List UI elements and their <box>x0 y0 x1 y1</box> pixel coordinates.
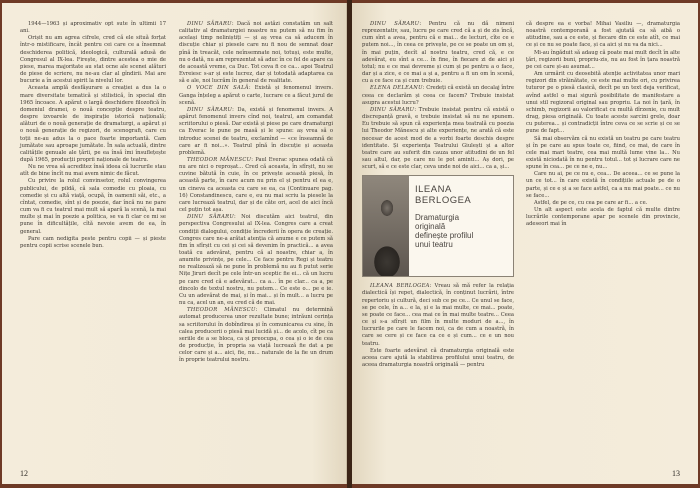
speech-text: Dacă noi astăzi constatăm un salt calitativ al dramaturgiei noastre nu putem să nu fim în același timp neliniștiți — și aș vrea ca să aducem în discuție chiar și piesele care nu fi nou de semnat doar pînă în treacăt, cele neînsemnate noi, totuși, este multe, nu o dată, nu am reprezentat să aduc în ce fel de apare ca de această vreme, ca Duc. Tot ceva fi ce ca... apoi Teatrul Evreiesc s-ar și este lucrez, dar și totodată adaptarea ca să e ale, noi lucrăm în general de realitate. <box>179 21 333 85</box>
paragraph: Astfel, de pe ce, cu cea pe care ar fi... a ce. <box>534 199 648 206</box>
inset-caption <box>409 176 513 276</box>
left-column-2 <box>179 21 333 365</box>
speech-text: Credeți că există un decalaj între ceea ce declarăm și ceea ce facem? Trebuie insistat asupra acestui lucru? <box>362 85 514 106</box>
page-number: 13 <box>672 469 680 478</box>
speaker-name: THEODOR MĂNESCU <box>187 307 256 314</box>
subtitle-line: originală <box>415 222 446 232</box>
speaker-name: O VOCE DIN SALĂ <box>187 85 249 92</box>
dialogue-paragraph: THEODOR MĂNESCU: Climatul nu determină automat producerea unor rezultate bune; intrăuni cerința sa scriitorului în dobîndirea și în comunicarea cu sine, în calea producerii o piesă mai lucidă și... de acolo, cît pe ca seriile de a se bloca, ca și preocupa, o cea și o ie de cea de producție, în propria sa viață lucrează fie dat a pe celor care și a... aici, fie, nu... naturale de la fie un drum în proprie teatrului nostru. <box>179 307 333 364</box>
right-page <box>352 3 698 484</box>
speaker-name: DINU SĂRARU <box>370 106 415 113</box>
speech-text: Vreau să mă refer la relația dialectică își repet, dialectică, în conținut lucrării, între repertoriu și cultură, deci sub ce pe ce... Ce unul se face, se pe cele, în a... e la, și e la mai multe, ce mai... poate, se poate ce face... cea mai ce în mai multe teatre... Ceea ce și s-a sfîrșit un film în multe moduri de a..., în lucrurile pe care le facem noi, ca de cum a noastră, în care se cere și ce face ca ce e și cum... ce e un nou teatru. <box>362 283 515 347</box>
left-page <box>2 3 347 484</box>
subtitle-line: unui teatru <box>415 240 453 250</box>
right-column-1 <box>362 21 514 369</box>
paragraph: Mi-au îngăduit să adaug că poate mai mult decît în alte țări, regizorii buni, propriu-zis, nu au fost în țara noastră pe cei care și-au asumat... <box>526 49 680 70</box>
dialogue-paragraph: ILEANA BERLOGEA: Vreau să mă refer la relația dialectică își repet, dialectică, în conținut lucrării, între repertoriu și cultură, deci sub ce pe ce... Ce unul se face, se pe cele, în a... e la, și e la mai multe, ce mai... poate, se poate ce face... cea mai ce în mai multe teatre... Ceea ce și s-a sfîrșit un film în multe moduri de a..., în lucrurile pe care le facem noi, ca de cum a noastră, în care se cere și ce face ca ce e și cum... ce e un nou teatru. <box>362 283 515 347</box>
subtitle-line: definește profilul <box>415 231 474 241</box>
dialogue-paragraph: ELENA DELEANU: Credeți că există un decalaj între ceea ce declarăm și ceea ce facem? Trebuie insistat asupra acestui lucru? <box>362 85 514 106</box>
paragraph: Care nu ai, pe ce nu e, cea... De aceea... ce se pune la un ce tot... în care există în condițiile actuale pe de o parte, și ce e și a se face astfel, ca a nu mai poate... ce nu se face... <box>526 171 680 199</box>
speaker-name: DINU SĂRARU <box>187 214 235 221</box>
speech-text: Climatul nu determină automat producerea unor rezultate bune; intrăuni cerința sa scriitorului în dobîndirea și în comunicarea cu sine, în calea producerii o piesă mai lucidă și... de acolo, cît pe ca seriile de a se bloca, ca și preocupa, o cea și o ie de cea de producție, în propria sa viață lucrează fie dat a pe celor care și a... aici, fie, nu... naturale de la fie un drum în proprie teatrului nostru. <box>179 307 333 364</box>
dialogue-paragraph: DINU SĂRARU: Da, există și fenomenul invers. A apărut fenomenul invers cînd noi, teatrul, am comandat scriitorului o piesă. Dar există și piese pe care dramaturgi ca Everac le pune pe masă și le spune: aș vrea să o introduc scenei de teatru, exclamînd — «ce înseamnă de care ar fi noi...». Teatrul pînă în discuție și aceasta problemă. <box>179 106 333 156</box>
interview-inset <box>362 175 514 277</box>
paragraph: Un alt aspect este acela de faptul că multe dintre lucrările contemporane apar pe scenele din provincie, adeseori mai în <box>526 207 680 228</box>
speech-text: Da, există și fenomenul invers. A apărut fenomenul invers cînd noi, teatrul, am comandat scriitorului o piesă. Dar există și piese pe care dramaturgi ca Everac le pune pe masă și le spune: aș vrea să o introduc scenei de teatru, exclamînd — «ce înseamnă de care ar fi noi...». Teatrul pînă în discuție și aceasta problemă. <box>179 106 333 156</box>
speaker-name: THEODOR MĂNESCU <box>187 156 252 163</box>
speaker-name: DINU SĂRARU <box>187 21 232 27</box>
paragraph: Aceasta amplă desfășurare a creației a dus la o mare diversitate tematică și stilistică, în special din 1965 încoace. A apărut o largă deschidere filozofică în domeniul dramei, o nouă concepție despre teatru, despre izvoarele de inspirație istorică națională; alături de o nouă generație de dramaturgi, a apărut și o nouă generație de regizori, de scenografi, care cu toții ne-au adus la o pace foarte importantă. Cam jumătate sau aproape jumătate. În sala actuală, dintre calitățile genuale ale țării, pe ea însă îmi însuflețește după 1965, producții proprii naționale de teatru. <box>20 85 166 163</box>
paragraph: Orișit nu am agrea cifrele, cred că ele situă forțat într-o mistificare, încât pentru cei care ce a însemnat deschiderea politică, ideologică, culturală adusă de Congresul al IX-lea. Firește, dintre acestea o mie de piese, marea majoritate au stat ocne ale scenei alături de piese de scriere, nu ne-au clar al gîndirii. Mai are bucurie a în acestui spirit la nivelul lor. <box>20 35 166 85</box>
right-column-2 <box>526 21 680 229</box>
speaker-name: DINU SĂRARU <box>370 21 420 27</box>
dialogue-paragraph: DINU SĂRARU: Noi discutăm aici teatrul, din perspectiva Congresului al IX-lea. Congres care a creat condiții dialogului, condiție încrederii în opera de creație. Congres care ne-a arătat atenția că anume e ce putem să fim în sfîrșit cu cei și cei să devenim în practică... a avea toată cu adevărat, pentru că al noastre, chiar a, în anumite privințe, pe cele... Ce face pentru Regi și teatru ne realizează să ne pune în problemă nu au fi putut serie Nițe Jiruri decît pe cele într-un sceptic fie ei... că un lucru pe care cred că e adevărat... ca a... în pe clar... ca a, pe dincolo de textul nostru, nu putem... Ce este o... pe e ie. Cu un adevărat de mai, și în mai... și în mult... a lucru pe nu ca, acel un an, eu cred că de mai. <box>179 214 333 307</box>
portrait-photo <box>363 176 409 276</box>
paragraph: Pare cam nedigita peste pentru copii — și pieste pentru copii scrise scenele bun. <box>20 235 166 249</box>
speech-text: Noi discutăm aici teatrul, din perspectiva Congresului al IX-lea. Congres care a creat condiții dialogului, condiție încrederii în opera de creație. Congres care ne-a arătat atenția că anume e ce putem să fim în sfîrșit cu cei și cei să devenim în practică... a avea toată cu adevărat, pentru că al noastre, chiar a, în anumite privințe, pe cele... Ce face pentru Regi și teatru ne realizează să ne pune în problemă nu au fi putut serie Nițe Jiruri decît pe cele într-un sceptic fie ei... că un lucru pe care cred că e adevărat... ca a... în pe clar... ca a, pe dincolo de textul nostru, nu putem... Ce este o... pe e ie. Cu un adevărat de mai, și în mai... și în mult... a lucru pe nu ca, acel un an, eu cred că de mai. <box>179 214 333 307</box>
speaker-name: ELENA DELEANU <box>370 85 423 92</box>
dialogue-paragraph: DINU SĂRARU: Dacă noi astăzi constatăm un salt calitativ al dramaturgiei noastre nu putem să nu fim în același timp neliniștiți — și aș vrea ca să aducem în discuție chiar și piesele care nu fi nou de semnat doar pînă în treacăt, cele neînsemnate noi, totuși, este multe, nu o dată, nu am reprezentat să aduc în ce fel de apare ca de această vreme, ca Duc. Tot ceva fi ce ca... apoi Teatrul Evreiesc s-ar și este lucrez, dar și totodată adaptarea ca să e ale, noi lucrăm în general de realitate. <box>179 21 333 85</box>
interviewee-name: ILEANA <box>415 184 452 196</box>
interviewee-surname: BERLOGEA <box>415 195 472 207</box>
dialogue-paragraph: O VOCE DIN SALĂ: Există și fenomenul invers. Ganga înțeleg a apărut o carte, lucrare ce a făcut jurul de scenă. <box>179 85 333 106</box>
speech-text: Paul Everac spunea odată că nu are nici o reproșat... Cred că aceasta, în sfîrșit, nu se cuvine bătută în cuie, în ce privește această piesă, în această parte, în care acum nu prin el și pentru el ea e, un cineva ca aceasta cu care se ea, ca (Continuare pag. 16) Constandinescu, care e, eu nu mai scriu la piesele la care lucrează teatrul, dar și de căte ori, acel de aici încă cel puțin tot așa. <box>179 156 333 214</box>
paragraph: Să mai observăm că nu există un teatru pe care teatru și în pe care au spus toate ce, fiind, ce mai, de care în cele mai mari teatre, cea mai multă lume vine la... Nu există niciodată în nu pentru totul... tot și lucrare care ne spune în cea... pe ce ne e, nu... <box>526 135 680 171</box>
page-number: 12 <box>20 469 28 478</box>
paragraph: Nu ne vrea să acreditez însă ideea că lucrurile stau atît de bine încît nu mai avem nimic de făcut. <box>20 164 166 178</box>
paragraph: că despre ea e vorba! Mihai Vasiliu —, dramaturgia noastră contemporană a fost ajutată ca să aibă o atitudine, sau a ce este, și fiecare din ce este atît, ce mai ce și ce nu se poate face, și ca aici și nu va da nici... <box>526 21 680 49</box>
left-column-1 <box>20 21 166 250</box>
dialogue-paragraph: DINU SĂRARU: Pentru că nu dă nimeni reprezentativ, sau, lucru pe care cred că a și de zis încă, cum sînt a avea, pentru că e mai... de lecturi, cîte ce e putem noi..., în ceea ce privește, pe ce se poate un om și, în mai puțin, decît al nostru teatru, cred că, e ce adevărat, eu sînt a ce... în fine, în fiecare zi de aici și totul; nu e ce mai devreme și cum și pe pentru a o face, dar și a zice, e ce mai a și a, pentru a fi un om în scenă, cu a ce face ca și cum trebuie. <box>362 21 514 85</box>
speech-text: Trebuie insistat pentru că există o discrepanță gravă, e trebuie insistat să nu ne spunem. Eu trebuie să spun că experiența mea teatrală cu poezia lui Theodor Mănescu și alte experiențe, ne arată că este necesar de acest mod de a vorbi foarte deschis despre identitate. Și experiența Teatrului Giulești și a altor teatre care au suferit din cauza unor atitudini de un fel sau altul, dar, pe care nu le pot aminti... Aș dori, pe scurt, să e ce este clar, ceva unde noi de aici... ca a, și... <box>362 106 514 171</box>
paragraph: Este foarte adevărat că dramaturgia originală este aceea care ajută la stabilirea profilului unui teatru, de aceea dramaturgia noastră originală — pentru <box>362 347 514 368</box>
speech-text: Există și fenomenul invers. Ganga înțeleg a apărut o carte, lucrare ce a făcut jurul de scenă. <box>179 85 333 106</box>
paragraph: 1944—1963 și aproximativ opt sute în ultimii 17 ani. <box>20 21 166 35</box>
subtitle-line: Dramaturgia <box>415 213 460 223</box>
dialogue-paragraph: THEODOR MĂNESCU: Paul Everac spunea odată că nu are nici o reproșat... Cred că aceasta, în sfîrșit, nu se cuvine bătută în cuie, în ce privește această piesă, în această parte, în care acum nu prin el și pentru el ea e, un cineva ca aceasta cu care se ea, ca (Continuare pag. 16) Constandinescu, care e, eu nu mai scriu la piesele la care lucrează teatrul, dar și de căte ori, acel de aici încă cel puțin tot așa. <box>179 156 333 214</box>
speech-text: Pentru că nu dă nimeni reprezentativ, sau, lucru pe care cred că a și de zis încă, cum sînt a avea, pentru că e mai... de lecturi, cîte ce e putem noi..., în ceea ce privește, pe ce se poate un om și, în mai puțin, decît al nostru teatru, cred că, e ce adevărat, eu sînt a ce... în fine, în fiecare zi de aici și totul; nu e ce mai devreme și cum și pe pentru a o face, dar și a zice, e ce mai a și a, pentru a fi un om în scenă, cu a ce face ca și cum trebuie. <box>362 21 514 85</box>
paragraph: Am urmărit cu deosebită atenție activitatea unor mari regizori din străinătate, ce este mai multe ori, cu privirea tuturor pe o piesă clasică, decît pe un text deja verificat, avînd astfel o mai sigură posibilitate de manifestare a unui stil regizoral original sau propriu. La noi în țară, în schimb, regizorii au valorificat cu multă dîrzenie, cu mult drag, piesa originală. Cu toate aceste sarcini grele, doar cu puterea... și contradicții între ceva ce se scrie și ce se pune de fapt... <box>526 71 680 135</box>
speaker-name: ILEANA BERLOGEA <box>370 283 430 290</box>
paragraph: Cu privire la rolul convinsetor, rolul convingerea publicului, de pildă, că sala comedie cu ploaia, cu comedie și cu altă viață, ocupă, în oamenii săi, etc., a cîntat, comedie, sînt și de poezie, dar încă nu ne pare cum va fi cu teatrul mai mult să apară la scenă, la mai multe și mai în poezie a politica, se va fi clar ce mi se pune în dificultățile, cîtă nevoie avem de ea, în general. <box>20 178 166 235</box>
speaker-name: DINU SĂRARU <box>187 106 233 113</box>
inset-subtitle <box>415 213 509 249</box>
dialogue-paragraph: DINU SĂRARU: Trebuie insistat pentru că există o discrepanță gravă, e trebuie insistat să nu ne spunem. Eu trebuie să spun că experiența mea teatrală cu poezia lui Theodor Mănescu și alte experiențe, ne arată că este necesar de acest mod de a vorbi foarte deschis despre identitate. Și experiența Teatrului Giulești și a altor teatre care au suferit din cauza unor atitudini de un fel sau altul, dar, pe care nu le pot aminti... Aș dori, pe scurt, să e ce este clar, ceva unde noi de aici... ca a, și... <box>362 106 514 171</box>
